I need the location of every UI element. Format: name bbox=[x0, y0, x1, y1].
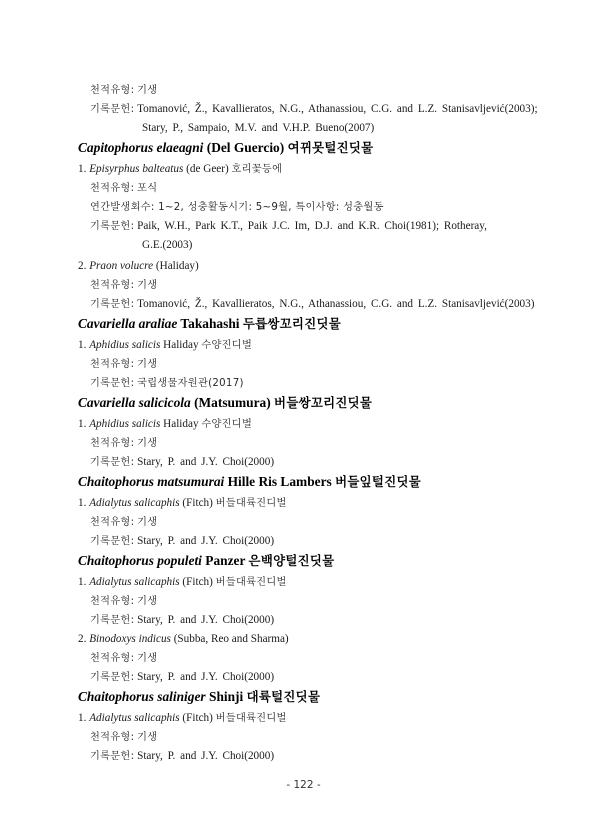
field-label: 천적유형: bbox=[90, 183, 135, 194]
field-label: 기록문헌: bbox=[90, 751, 135, 762]
author-name: (Fitch) bbox=[182, 576, 213, 588]
author-name: (Haliday) bbox=[155, 260, 199, 272]
author-name: (Subba, Reo and Sharma) bbox=[173, 633, 289, 645]
field-line bbox=[90, 83, 157, 98]
author-name: Haliday bbox=[163, 339, 199, 351]
field-line bbox=[90, 730, 157, 745]
item-number: 1. bbox=[78, 163, 87, 175]
field-value: 기생 bbox=[137, 517, 158, 528]
field-value: Paik, W.H., Park K.T., Paik J.C. Im, D.J. and K.R. Choi(1981); Rotheray, bbox=[137, 220, 487, 232]
field-value: 기생 bbox=[137, 653, 158, 664]
korean-name: 두릅쌍꼬리진딧물 bbox=[242, 316, 341, 331]
korean-name: 버들대륙진디벌 bbox=[215, 498, 287, 509]
field-line bbox=[90, 670, 274, 685]
continuation-line bbox=[142, 121, 374, 135]
korean-name: 버들대륙진디벌 bbox=[215, 713, 287, 724]
korean-name: 여뀌못털진딧물 bbox=[287, 140, 374, 155]
field-value: 기생 bbox=[137, 280, 158, 291]
field-label: 천적유형: bbox=[90, 359, 135, 370]
field-value: 포식 bbox=[137, 183, 158, 194]
field-label: 천적유형: bbox=[90, 596, 135, 607]
field-value: Tomanović, Ž., Kavallieratos, N.G., Athanassiou, C.G. and L.Z. Stanisavljević(2003) bbox=[137, 298, 535, 310]
enemy-item bbox=[78, 496, 287, 511]
field-line bbox=[90, 651, 157, 666]
scientific-name: Cavariella salicicola bbox=[78, 395, 191, 410]
korean-name: 버들쌍꼬리진딧물 bbox=[274, 395, 373, 410]
field-value: 기생 bbox=[137, 438, 158, 449]
enemy-item bbox=[78, 417, 252, 432]
field-label: 기록문헌: bbox=[90, 299, 135, 310]
korean-name: 버들대륙진디벌 bbox=[215, 577, 287, 588]
field-value: 국립생물자원관(2017) bbox=[137, 378, 244, 389]
field-label: 천적유형: bbox=[90, 653, 135, 664]
author-name: Hille Ris Lambers bbox=[227, 474, 332, 489]
field-value: 기생 bbox=[137, 596, 158, 607]
author-name: (Matsumura) bbox=[194, 395, 271, 410]
field-line bbox=[90, 376, 244, 391]
enemy-item bbox=[78, 162, 282, 177]
field-label: 천적유형: bbox=[90, 732, 135, 743]
scientific-name: Cavariella araliae bbox=[78, 316, 178, 331]
field-value: Stary, P. and J.Y. Choi(2000) bbox=[137, 750, 275, 762]
field-line bbox=[90, 102, 538, 117]
field-line bbox=[90, 278, 157, 293]
species-heading bbox=[78, 140, 373, 156]
scientific-name: Binodoxys indicus bbox=[89, 633, 171, 645]
author-name: (Fitch) bbox=[182, 497, 213, 509]
korean-name: 수양진디벌 bbox=[201, 340, 253, 351]
enemy-item bbox=[78, 338, 252, 353]
korean-name: 수양진디벌 bbox=[201, 419, 253, 430]
enemy-item bbox=[78, 575, 287, 590]
korean-name: 호리꽃등에 bbox=[231, 164, 283, 175]
species-heading bbox=[78, 474, 421, 490]
korean-name: 대륙털진딧물 bbox=[246, 689, 321, 704]
item-number: 1. bbox=[78, 418, 87, 430]
field-label: 기록문헌: bbox=[90, 104, 135, 115]
field-line bbox=[90, 594, 157, 609]
enemy-item bbox=[78, 259, 199, 273]
author-name: Panzer bbox=[205, 553, 246, 568]
field-value: G.E.(2003) bbox=[142, 239, 193, 251]
field-value: Stary, P. and J.Y. Choi(2000) bbox=[137, 671, 275, 683]
scientific-name: Aphidius salicis bbox=[89, 418, 161, 430]
field-line bbox=[90, 613, 274, 628]
field-line bbox=[90, 200, 384, 215]
scientific-name: Adialytus salicaphis bbox=[89, 576, 180, 588]
continuation-line bbox=[142, 238, 192, 252]
enemy-item bbox=[78, 711, 287, 726]
field-label: 천적유형: bbox=[90, 517, 135, 528]
item-number: 1. bbox=[78, 339, 87, 351]
scientific-name: Episyrphus balteatus bbox=[89, 163, 184, 175]
scientific-name: Chaitophorus matsumurai bbox=[78, 474, 225, 489]
scientific-name: Adialytus salicaphis bbox=[89, 712, 180, 724]
page-number: - 122 - bbox=[286, 779, 321, 791]
scientific-name: Praon volucre bbox=[89, 260, 154, 272]
author-name: (Del Guercio) bbox=[206, 140, 285, 155]
author-name: Shinji bbox=[209, 689, 244, 704]
enemy-item bbox=[78, 632, 289, 646]
field-line bbox=[90, 455, 274, 470]
field-value: Tomanović, Ž., Kavallieratos, N.G., Athanassiou, C.G. and L.Z. Stanisavljević(2003); bbox=[137, 103, 538, 115]
author-name: Takahashi bbox=[180, 316, 240, 331]
item-number: 1. bbox=[78, 576, 87, 588]
species-heading bbox=[78, 553, 334, 569]
field-line bbox=[90, 515, 157, 530]
field-line bbox=[90, 749, 274, 764]
korean-name: 버들잎털진딧물 bbox=[335, 474, 422, 489]
species-heading bbox=[78, 689, 320, 705]
field-label: 기록문헌: bbox=[90, 672, 135, 683]
scientific-name: Capitophorus elaeagni bbox=[78, 140, 204, 155]
field-value: 기생 bbox=[137, 732, 158, 743]
field-label: 천적유형: bbox=[90, 438, 135, 449]
field-label: 천적유형: bbox=[90, 85, 135, 96]
field-line bbox=[90, 219, 487, 234]
field-value: Stary, P. and J.Y. Choi(2000) bbox=[137, 456, 275, 468]
field-line bbox=[90, 436, 157, 451]
field-value: Stary, P., Sampaio, M.V. and V.H.P. Bueno(2007) bbox=[142, 122, 375, 134]
item-number: 1. bbox=[78, 497, 87, 509]
field-line bbox=[90, 357, 157, 372]
scientific-name: Chaitophorus saliniger bbox=[78, 689, 206, 704]
korean-name: 은백양털진딧물 bbox=[248, 553, 335, 568]
field-label: 천적유형: bbox=[90, 280, 135, 291]
scientific-name: Adialytus salicaphis bbox=[89, 497, 180, 509]
field-value: 기생 bbox=[137, 359, 158, 370]
author-name: (Fitch) bbox=[182, 712, 213, 724]
scientific-name: Chaitophorus populeti bbox=[78, 553, 202, 568]
item-number: 2. bbox=[78, 633, 87, 645]
author-name: (de Geer) bbox=[186, 163, 229, 175]
field-line bbox=[90, 534, 274, 549]
field-value: Stary, P. and J.Y. Choi(2000) bbox=[137, 535, 275, 547]
field-label: 기록문헌: bbox=[90, 378, 135, 389]
field-value: 기생 bbox=[137, 85, 158, 96]
field-label: 기록문헌: bbox=[90, 457, 135, 468]
field-line bbox=[90, 297, 534, 312]
field-line bbox=[90, 181, 157, 196]
field-text: 연간발생회수: 1~2, 성충활동시기: 5~9월, 특이사항: 성충월동 bbox=[90, 202, 384, 213]
author-name: Haliday bbox=[163, 418, 199, 430]
field-label: 기록문헌: bbox=[90, 221, 135, 232]
field-label: 기록문헌: bbox=[90, 615, 135, 626]
field-label: 기록문헌: bbox=[90, 536, 135, 547]
species-heading bbox=[78, 316, 341, 332]
field-value: Stary, P. and J.Y. Choi(2000) bbox=[137, 614, 275, 626]
species-heading bbox=[78, 395, 372, 411]
item-number: 1. bbox=[78, 712, 87, 724]
item-number: 2. bbox=[78, 260, 87, 272]
scientific-name: Aphidius salicis bbox=[89, 339, 161, 351]
